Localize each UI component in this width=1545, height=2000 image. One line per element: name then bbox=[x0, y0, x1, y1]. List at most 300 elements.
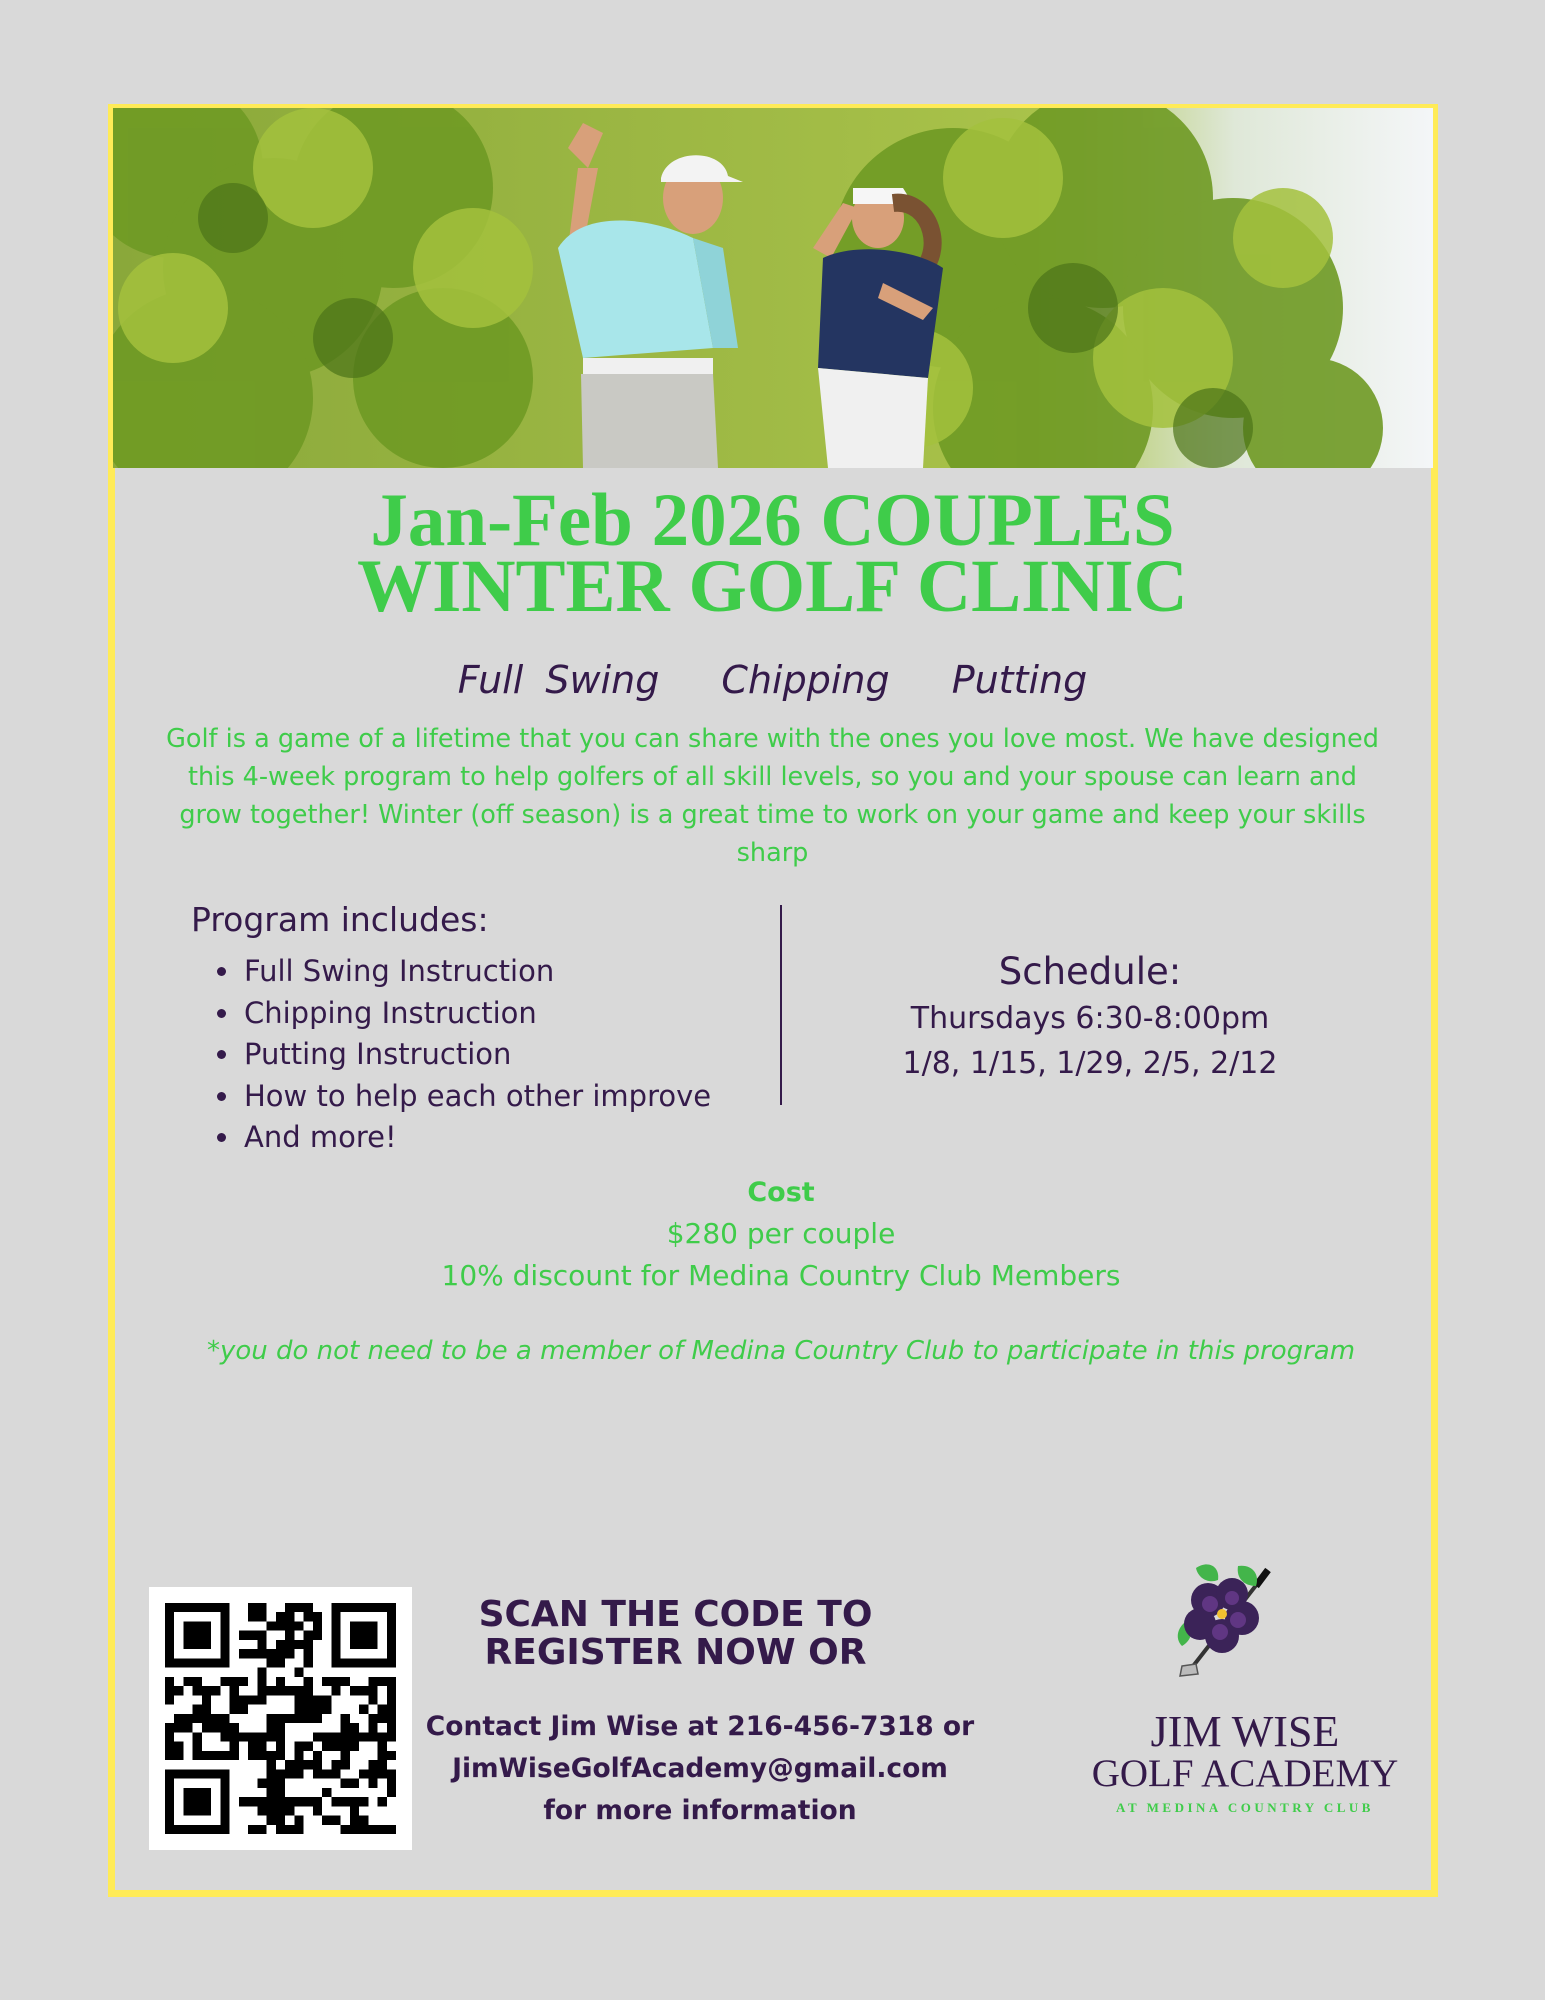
qr-module bbox=[313, 1695, 322, 1704]
qr-module bbox=[304, 1631, 313, 1640]
contact-phone: Contact Jim Wise at 216-456-7318 or bbox=[425, 1711, 975, 1742]
qr-module bbox=[193, 1621, 202, 1630]
qr-module bbox=[202, 1603, 211, 1612]
qr-module bbox=[183, 1769, 192, 1778]
qr-module bbox=[276, 1686, 285, 1695]
qr-module bbox=[248, 1742, 257, 1751]
qr-module bbox=[359, 1816, 368, 1825]
qr-module bbox=[193, 1631, 202, 1640]
qr-module bbox=[341, 1677, 350, 1686]
qr-module bbox=[183, 1714, 192, 1723]
qr-module bbox=[341, 1723, 350, 1732]
qr-module bbox=[193, 1603, 202, 1612]
qr-module bbox=[294, 1695, 303, 1704]
qr-module bbox=[183, 1640, 192, 1649]
qr-module bbox=[193, 1769, 202, 1778]
qr-module bbox=[165, 1649, 174, 1658]
topic-putting: Putting bbox=[951, 658, 1088, 702]
qr-module bbox=[359, 1621, 368, 1630]
qr-module bbox=[350, 1779, 359, 1788]
program-item: • Putting Instruction bbox=[242, 1034, 711, 1076]
qr-module bbox=[220, 1788, 229, 1797]
qr-module bbox=[220, 1723, 229, 1732]
qr-module bbox=[368, 1686, 377, 1695]
cost-discount: 10% discount for Medina Country Club Members bbox=[441, 1259, 1121, 1292]
qr-module bbox=[220, 1779, 229, 1788]
cta-line-1: SCAN THE CODE TO bbox=[478, 1594, 873, 1635]
qr-module bbox=[387, 1732, 396, 1741]
qr-module bbox=[341, 1797, 350, 1806]
qr-module bbox=[387, 1621, 396, 1630]
qr-module bbox=[193, 1686, 202, 1695]
qr-module bbox=[276, 1612, 285, 1621]
qr-module bbox=[165, 1686, 174, 1695]
qr-module bbox=[350, 1686, 359, 1695]
qr-module bbox=[165, 1695, 174, 1704]
qr-module bbox=[211, 1723, 220, 1732]
qr-module bbox=[276, 1816, 285, 1825]
qr-module bbox=[341, 1658, 350, 1667]
qr-module bbox=[239, 1705, 248, 1714]
qr-module bbox=[211, 1603, 220, 1612]
qr-module bbox=[322, 1677, 331, 1686]
qr-module bbox=[322, 1769, 331, 1778]
qr-module bbox=[285, 1603, 294, 1612]
qr-module bbox=[202, 1723, 211, 1732]
qr-module bbox=[359, 1797, 368, 1806]
schedule-block bbox=[860, 948, 1320, 1086]
violet-flower-golf-club-logo-icon bbox=[1168, 1560, 1288, 1682]
cost-block bbox=[0, 1173, 1545, 1297]
qr-module bbox=[378, 1760, 387, 1769]
qr-module bbox=[387, 1751, 396, 1760]
qr-module bbox=[276, 1723, 285, 1732]
qr-module bbox=[350, 1797, 359, 1806]
qr-module bbox=[193, 1640, 202, 1649]
qr-module bbox=[285, 1760, 294, 1769]
qr-module bbox=[202, 1640, 211, 1649]
qr-module bbox=[230, 1695, 239, 1704]
qr-module bbox=[368, 1760, 377, 1769]
qr-module bbox=[267, 1649, 276, 1658]
qr-module bbox=[174, 1769, 183, 1778]
qr-module bbox=[331, 1649, 340, 1658]
qr-module bbox=[211, 1825, 220, 1834]
qr-module bbox=[239, 1677, 248, 1686]
qr-module bbox=[202, 1788, 211, 1797]
qr-module bbox=[193, 1806, 202, 1815]
qr-module bbox=[368, 1677, 377, 1686]
qr-module bbox=[359, 1631, 368, 1640]
qr-module bbox=[174, 1825, 183, 1834]
qr-module bbox=[313, 1760, 322, 1769]
qr-module bbox=[378, 1797, 387, 1806]
qr-module bbox=[368, 1658, 377, 1667]
qr-module bbox=[341, 1825, 350, 1834]
program-heading: Program includes: bbox=[191, 900, 489, 939]
qr-module bbox=[193, 1732, 202, 1741]
qr-module bbox=[257, 1668, 266, 1677]
qr-module bbox=[350, 1806, 359, 1815]
intro-paragraph: Golf is a game of a lifetime that you can share with the ones you love most. We have designed this 4-week program to help golfers of all skill levels, so you and your spouse can learn and grow together! Winter (off season) is a great time to work on your game and keep your skills sharp bbox=[166, 724, 1379, 868]
qr-module bbox=[183, 1723, 192, 1732]
qr-module bbox=[193, 1677, 202, 1686]
subtitle-topics bbox=[0, 658, 1545, 702]
qr-module bbox=[359, 1603, 368, 1612]
qr-module bbox=[331, 1816, 340, 1825]
qr-module bbox=[304, 1705, 313, 1714]
qr-module bbox=[368, 1825, 377, 1834]
program-item: • Full Swing Instruction bbox=[242, 951, 711, 993]
register-cta bbox=[438, 1596, 913, 1672]
qr-module bbox=[341, 1742, 350, 1751]
qr-module bbox=[341, 1779, 350, 1788]
qr-module bbox=[193, 1825, 202, 1834]
qr-module bbox=[202, 1705, 211, 1714]
qr-module bbox=[257, 1603, 266, 1612]
qr-module bbox=[276, 1732, 285, 1741]
qr-module bbox=[313, 1732, 322, 1741]
qr-module bbox=[368, 1621, 377, 1630]
qr-module bbox=[304, 1640, 313, 1649]
qr-module bbox=[165, 1603, 174, 1612]
qr-module bbox=[350, 1723, 359, 1732]
qr-module bbox=[248, 1603, 257, 1612]
qr-module bbox=[239, 1695, 248, 1704]
qr-module bbox=[313, 1631, 322, 1640]
qr-module bbox=[267, 1779, 276, 1788]
qr-module bbox=[350, 1621, 359, 1630]
qr-module bbox=[387, 1640, 396, 1649]
column-divider bbox=[780, 905, 782, 1105]
qr-module bbox=[165, 1640, 174, 1649]
qr-module bbox=[183, 1603, 192, 1612]
qr-module bbox=[165, 1788, 174, 1797]
qr-module bbox=[294, 1714, 303, 1723]
qr-module bbox=[294, 1640, 303, 1649]
contact-info bbox=[400, 1706, 1000, 1832]
qr-module bbox=[183, 1806, 192, 1815]
qr-module bbox=[387, 1769, 396, 1778]
qr-module bbox=[257, 1686, 266, 1695]
qr-module bbox=[322, 1695, 331, 1704]
qr-module bbox=[202, 1686, 211, 1695]
qr-module bbox=[248, 1751, 257, 1760]
title-line-2: WINTER GOLF CLINIC bbox=[357, 545, 1188, 628]
qr-module bbox=[267, 1714, 276, 1723]
qr-module bbox=[276, 1677, 285, 1686]
qr-module bbox=[285, 1649, 294, 1658]
qr-module bbox=[220, 1612, 229, 1621]
qr-module bbox=[220, 1751, 229, 1760]
qr-module bbox=[350, 1816, 359, 1825]
program-item: • And more! bbox=[242, 1117, 711, 1159]
qr-module bbox=[257, 1779, 266, 1788]
qr-module bbox=[211, 1714, 220, 1723]
qr-module bbox=[165, 1677, 174, 1686]
qr-module bbox=[276, 1797, 285, 1806]
qr-module bbox=[183, 1788, 192, 1797]
qr-module bbox=[313, 1621, 322, 1630]
qr-module bbox=[239, 1631, 248, 1640]
qr-module bbox=[267, 1760, 276, 1769]
qr-module bbox=[174, 1658, 183, 1667]
schedule-time: Thursdays 6:30-8:00pm bbox=[910, 1001, 1270, 1036]
qr-module bbox=[294, 1825, 303, 1834]
qr-module bbox=[220, 1649, 229, 1658]
qr-module bbox=[220, 1603, 229, 1612]
qr-module bbox=[193, 1658, 202, 1667]
cost-price: $280 per couple bbox=[666, 1217, 896, 1250]
qr-module bbox=[294, 1742, 303, 1751]
qr-module bbox=[304, 1677, 313, 1686]
qr-module bbox=[322, 1816, 331, 1825]
qr-module bbox=[285, 1825, 294, 1834]
qr-module bbox=[276, 1806, 285, 1815]
qr-module bbox=[165, 1825, 174, 1834]
cta-line-2: REGISTER NOW OR bbox=[484, 1632, 867, 1673]
qr-module bbox=[257, 1825, 266, 1834]
topic-chipping: Chipping bbox=[721, 658, 890, 702]
qr-module bbox=[387, 1714, 396, 1723]
qr-module bbox=[304, 1797, 313, 1806]
qr-module bbox=[359, 1686, 368, 1695]
qr-module bbox=[248, 1797, 257, 1806]
qr-module bbox=[387, 1825, 396, 1834]
qr-module bbox=[220, 1797, 229, 1806]
qr-module bbox=[350, 1825, 359, 1834]
qr-module bbox=[248, 1649, 257, 1658]
qr-module bbox=[165, 1631, 174, 1640]
qr-module bbox=[239, 1797, 248, 1806]
qr-module bbox=[387, 1705, 396, 1714]
qr-module bbox=[285, 1686, 294, 1695]
qr-module bbox=[341, 1751, 350, 1760]
qr-module bbox=[267, 1816, 276, 1825]
qr-module bbox=[183, 1631, 192, 1640]
qr-module bbox=[202, 1751, 211, 1760]
membership-note: *you do not need to be a member of Medina Country Club to participate in this program bbox=[206, 1336, 1356, 1366]
qr-module bbox=[294, 1686, 303, 1695]
qr-module bbox=[276, 1769, 285, 1778]
qr-module bbox=[174, 1723, 183, 1732]
qr-module bbox=[193, 1788, 202, 1797]
qr-module bbox=[276, 1751, 285, 1760]
qr-module bbox=[220, 1677, 229, 1686]
qr-module bbox=[230, 1751, 239, 1760]
qr-module bbox=[220, 1769, 229, 1778]
qr-module bbox=[285, 1640, 294, 1649]
qr-module bbox=[202, 1621, 211, 1630]
qr-module bbox=[285, 1806, 294, 1815]
qr-module bbox=[313, 1797, 322, 1806]
qr-module bbox=[220, 1640, 229, 1649]
qr-module bbox=[387, 1649, 396, 1658]
qr-module bbox=[165, 1806, 174, 1815]
hero-photo bbox=[113, 108, 1433, 468]
contact-email[interactable]: JimWiseGolfAcademy@gmail.com bbox=[452, 1753, 948, 1784]
topic-full-swing: Full Swing bbox=[457, 658, 660, 702]
qr-module bbox=[378, 1603, 387, 1612]
qr-module bbox=[304, 1760, 313, 1769]
qr-module bbox=[220, 1658, 229, 1667]
qr-module bbox=[285, 1631, 294, 1640]
qr-module bbox=[165, 1658, 174, 1667]
qr-module bbox=[359, 1640, 368, 1649]
qr-module bbox=[230, 1705, 239, 1714]
qr-module bbox=[257, 1649, 266, 1658]
qr-module bbox=[174, 1714, 183, 1723]
qr-module bbox=[193, 1751, 202, 1760]
qr-module bbox=[359, 1705, 368, 1714]
qr-module bbox=[276, 1658, 285, 1667]
qr-module bbox=[202, 1769, 211, 1778]
brand-name: JIM WISE bbox=[1150, 1707, 1340, 1756]
qr-module bbox=[230, 1723, 239, 1732]
contact-more-info: for more information bbox=[543, 1795, 857, 1826]
qr-module bbox=[341, 1603, 350, 1612]
qr-module bbox=[378, 1742, 387, 1751]
qr-module bbox=[257, 1640, 266, 1649]
qr-module bbox=[331, 1797, 340, 1806]
qr-module bbox=[350, 1742, 359, 1751]
qr-module bbox=[183, 1658, 192, 1667]
qr-module bbox=[294, 1668, 303, 1677]
brand-academy: GOLF ACADEMY bbox=[1091, 1752, 1399, 1795]
qr-module bbox=[276, 1714, 285, 1723]
qr-module bbox=[322, 1742, 331, 1751]
qr-module bbox=[276, 1621, 285, 1630]
qr-module bbox=[183, 1621, 192, 1630]
qr-module bbox=[193, 1705, 202, 1714]
qr-module bbox=[331, 1677, 340, 1686]
qr-module bbox=[285, 1612, 294, 1621]
qr-module bbox=[387, 1723, 396, 1732]
page-title bbox=[0, 479, 1545, 628]
qr-module bbox=[174, 1751, 183, 1760]
qr-module bbox=[331, 1769, 340, 1778]
qr-module bbox=[267, 1769, 276, 1778]
qr-module bbox=[331, 1631, 340, 1640]
qr-module bbox=[294, 1603, 303, 1612]
qr-module bbox=[341, 1714, 350, 1723]
qr-module bbox=[193, 1797, 202, 1806]
qr-module bbox=[165, 1816, 174, 1825]
qr-module bbox=[387, 1788, 396, 1797]
qr-module bbox=[368, 1631, 377, 1640]
qr-module bbox=[378, 1705, 387, 1714]
qr-module bbox=[239, 1649, 248, 1658]
qr-module bbox=[359, 1658, 368, 1667]
qr-module bbox=[257, 1742, 266, 1751]
qr-module bbox=[220, 1825, 229, 1834]
qr-module bbox=[230, 1677, 239, 1686]
qr-module bbox=[211, 1751, 220, 1760]
qr-module bbox=[304, 1714, 313, 1723]
qr-code-icon[interactable] bbox=[149, 1587, 412, 1850]
qr-module bbox=[165, 1751, 174, 1760]
qr-module bbox=[202, 1825, 211, 1834]
qr-module bbox=[387, 1695, 396, 1704]
qr-module bbox=[285, 1621, 294, 1630]
qr-module bbox=[248, 1612, 257, 1621]
qr-module bbox=[341, 1732, 350, 1741]
qr-module bbox=[350, 1640, 359, 1649]
qr-module bbox=[239, 1732, 248, 1741]
qr-module bbox=[276, 1640, 285, 1649]
qr-module bbox=[276, 1779, 285, 1788]
qr-module bbox=[378, 1825, 387, 1834]
qr-module bbox=[230, 1742, 239, 1751]
qr-module bbox=[368, 1714, 377, 1723]
qr-module bbox=[304, 1603, 313, 1612]
qr-module bbox=[368, 1732, 377, 1741]
qr-module bbox=[387, 1677, 396, 1686]
qr-module bbox=[331, 1658, 340, 1667]
program-list bbox=[196, 951, 711, 1159]
qr-module bbox=[322, 1788, 331, 1797]
qr-module bbox=[322, 1705, 331, 1714]
qr-module bbox=[387, 1779, 396, 1788]
qr-module bbox=[193, 1714, 202, 1723]
qr-module bbox=[211, 1686, 220, 1695]
qr-module bbox=[230, 1732, 239, 1741]
qr-module bbox=[257, 1677, 266, 1686]
qr-module bbox=[294, 1797, 303, 1806]
program-item: • Chipping Instruction bbox=[242, 993, 711, 1035]
qr-module bbox=[331, 1603, 340, 1612]
qr-module bbox=[202, 1695, 211, 1704]
qr-module bbox=[378, 1714, 387, 1723]
qr-module bbox=[387, 1658, 396, 1667]
qr-module bbox=[285, 1797, 294, 1806]
qr-module bbox=[378, 1751, 387, 1760]
qr-module bbox=[202, 1714, 211, 1723]
qr-module bbox=[378, 1658, 387, 1667]
qr-module bbox=[368, 1723, 377, 1732]
qr-module bbox=[294, 1769, 303, 1778]
qr-module bbox=[267, 1658, 276, 1667]
qr-module bbox=[267, 1686, 276, 1695]
qr-module bbox=[294, 1751, 303, 1760]
qr-module bbox=[359, 1732, 368, 1741]
qr-module bbox=[174, 1686, 183, 1695]
qr-module bbox=[267, 1797, 276, 1806]
qr-module bbox=[165, 1723, 174, 1732]
qr-module bbox=[294, 1621, 303, 1630]
qr-module bbox=[313, 1806, 322, 1815]
qr-module bbox=[368, 1779, 377, 1788]
qr-module bbox=[220, 1806, 229, 1815]
qr-module bbox=[220, 1732, 229, 1741]
qr-module bbox=[341, 1760, 350, 1769]
qr-module bbox=[304, 1658, 313, 1667]
qr-module bbox=[248, 1732, 257, 1741]
qr-module bbox=[174, 1603, 183, 1612]
qr-module bbox=[276, 1825, 285, 1834]
qr-module bbox=[387, 1612, 396, 1621]
qr-module bbox=[313, 1769, 322, 1778]
qr-module bbox=[378, 1677, 387, 1686]
qr-module bbox=[322, 1732, 331, 1741]
qr-module bbox=[276, 1788, 285, 1797]
qr-module bbox=[331, 1686, 340, 1695]
qr-module bbox=[387, 1603, 396, 1612]
qr-module bbox=[230, 1686, 239, 1695]
qr-module bbox=[276, 1649, 285, 1658]
qr-module bbox=[202, 1658, 211, 1667]
qr-module bbox=[267, 1788, 276, 1797]
